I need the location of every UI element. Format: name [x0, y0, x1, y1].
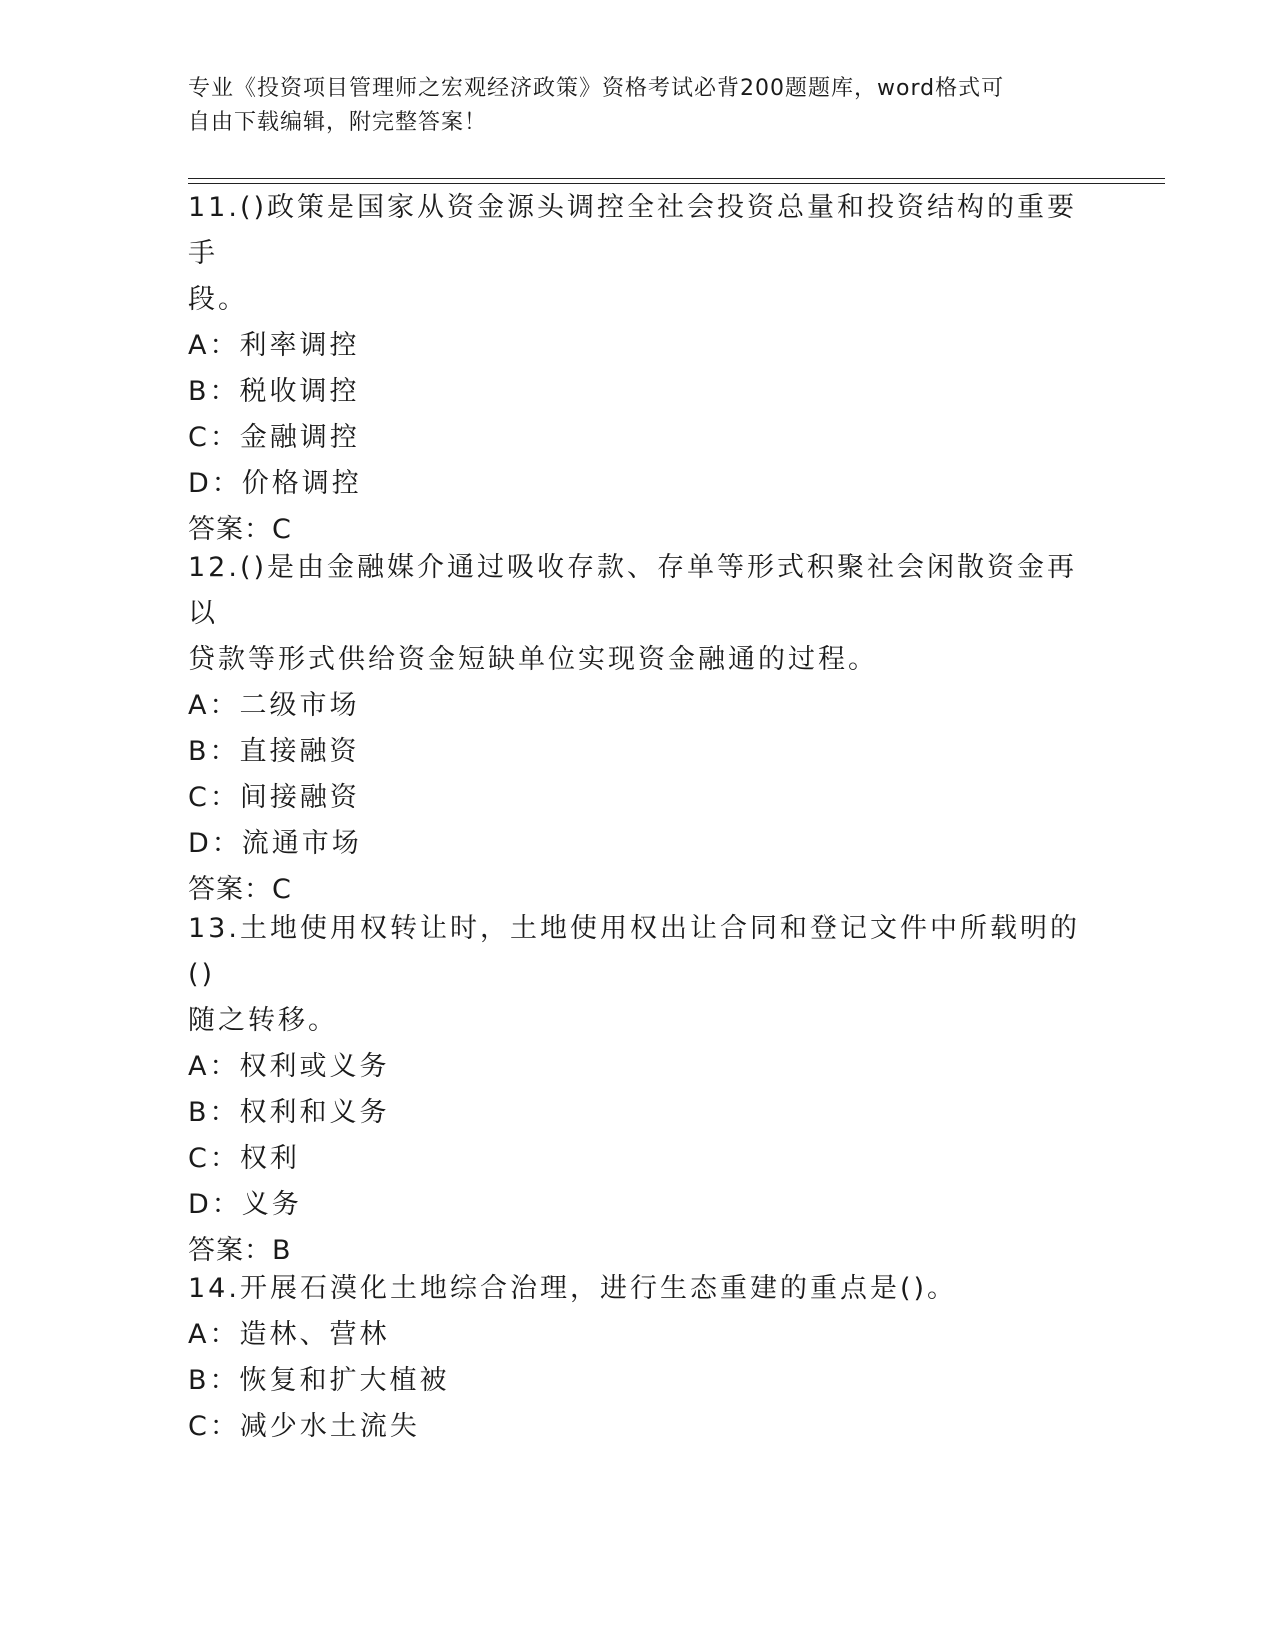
- header-line-2: 自由下载编辑，附完整答案！: [188, 110, 488, 135]
- option-d: D：流通市场: [188, 828, 362, 859]
- question-stem: 11.()政策是国家从资金源头调控全社会投资总量和投资结构的重要手: [188, 192, 1078, 269]
- option-b: B：权利和义务: [188, 1097, 390, 1128]
- question-stem: 13.土地使用权转让时，土地使用权出让合同和登记文件中所载明的(): [188, 913, 1080, 990]
- header-line-1: 专业《投资项目管理师之宏观经济政策》资格考试必背200题题库，word格式可: [188, 76, 1005, 101]
- question-stem-continued: 随之转移。: [188, 1005, 338, 1036]
- question-stem-continued: 段。: [188, 284, 248, 315]
- option-b: B：税收调控: [188, 376, 360, 407]
- option-d: D：价格调控: [188, 468, 362, 499]
- option-b: B：恢复和扩大植被: [188, 1365, 450, 1396]
- header-divider-top: [188, 178, 1165, 179]
- option-c: C：间接融资: [188, 782, 360, 813]
- option-c: C：减少水土流失: [188, 1411, 420, 1442]
- option-a: A：利率调控: [188, 330, 360, 361]
- option-a: A：造林、营林: [188, 1319, 390, 1350]
- option-a: A：二级市场: [188, 690, 360, 721]
- option-a: A：权利或义务: [188, 1051, 390, 1082]
- question-stem: 12.()是由金融媒介通过吸收存款、存单等形式积聚社会闲散资金再以: [188, 552, 1078, 629]
- question-13: [188, 906, 1088, 1274]
- answer: 答案：C: [188, 874, 292, 905]
- option-d: D：义务: [188, 1189, 302, 1220]
- answer: 答案：B: [188, 1235, 292, 1266]
- question-12: [188, 545, 1088, 913]
- header-divider-bottom: [188, 183, 1165, 184]
- option-c: C：权利: [188, 1143, 300, 1174]
- document-header: [188, 72, 1068, 140]
- option-c: C：金融调控: [188, 422, 360, 453]
- option-b: B：直接融资: [188, 736, 360, 767]
- answer: 答案：C: [188, 514, 292, 545]
- question-14: [188, 1266, 1088, 1450]
- question-stem-continued: 贷款等形式供给资金短缺单位实现资金融通的过程。: [188, 644, 878, 675]
- question-stem: 14.开展石漠化土地综合治理，进行生态重建的重点是()。: [188, 1273, 958, 1304]
- question-11: [188, 185, 1088, 553]
